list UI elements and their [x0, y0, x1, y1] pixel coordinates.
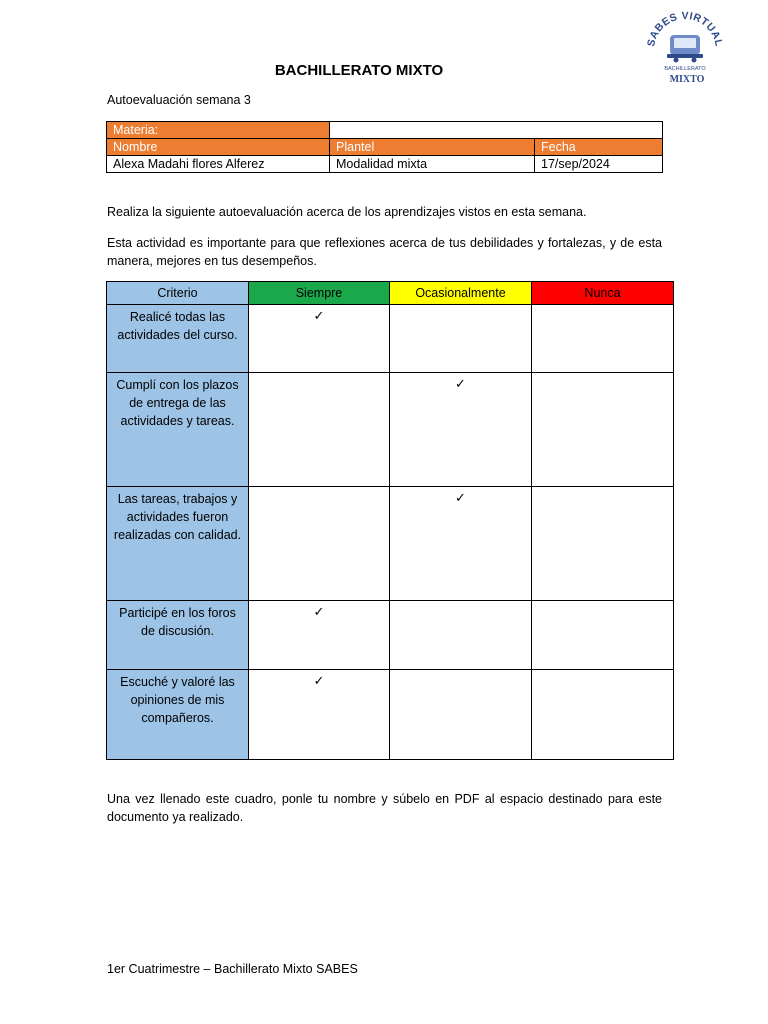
nunca-check-cell[interactable] — [532, 487, 674, 601]
ocasionalmente-check-cell[interactable] — [390, 305, 532, 373]
nunca-check-cell[interactable] — [532, 305, 674, 373]
plantel-header: Plantel — [330, 139, 535, 156]
nombre-header: Nombre — [107, 139, 330, 156]
siempre-check-cell[interactable]: ✓ — [249, 670, 390, 760]
siempre-check-cell[interactable]: ✓ — [249, 601, 390, 670]
fecha-header: Fecha — [535, 139, 663, 156]
info-value-row — [107, 156, 663, 173]
ocasionalmente-check-cell[interactable]: ✓ — [390, 373, 532, 487]
criterio-header: Criterio — [107, 282, 249, 305]
criterio-cell: Participé en los foros de discusión. — [107, 601, 249, 670]
siempre-check-cell[interactable] — [249, 487, 390, 601]
student-info-table — [106, 121, 663, 173]
criteria-header-row — [107, 282, 674, 305]
info-header-row — [107, 139, 663, 156]
table-row — [107, 305, 674, 373]
ocasionalmente-header: Ocasionalmente — [390, 282, 532, 305]
materia-label: Materia: — [107, 122, 330, 139]
plantel-value: Modalidad mixta — [330, 156, 535, 173]
table-row — [107, 670, 674, 760]
materia-value — [330, 122, 663, 139]
table-row — [107, 373, 674, 487]
nunca-check-cell[interactable] — [532, 373, 674, 487]
siempre-check-cell[interactable]: ✓ — [249, 305, 390, 373]
instructions-paragraph-1: Realiza la siguiente autoevaluación acerca de los aprendizajes vistos en esta semana. — [107, 205, 587, 219]
nunca-header: Nunca — [532, 282, 674, 305]
svg-text:SABES VIRTUAL: SABES VIRTUAL — [645, 9, 725, 48]
self-evaluation-table — [106, 281, 674, 760]
ocasionalmente-check-cell[interactable] — [390, 670, 532, 760]
closing-paragraph: Una vez llenado este cuadro, ponle tu nombre y súbelo en PDF al espacio destinado para este documento ya realizado. — [107, 792, 662, 824]
table-row — [107, 601, 674, 670]
nunca-check-cell[interactable] — [532, 601, 674, 670]
criterio-cell: Realicé todas las actividades del curso. — [107, 305, 249, 373]
siempre-header: Siempre — [249, 282, 390, 305]
criterio-cell: Las tareas, trabajos y actividades fueron realizadas con calidad. — [107, 487, 249, 601]
criterio-cell: Escuché y valoré las opiniones de mis compañeros. — [107, 670, 249, 760]
document-title: BACHILLERATO MIXTO — [274, 62, 444, 79]
svg-text:BACHILLERATO: BACHILLERATO — [664, 66, 706, 72]
document-subtitle: Autoevaluación semana 3 — [107, 93, 251, 107]
table-row — [107, 487, 674, 601]
criterio-cell: Cumplí con los plazos de entrega de las actividades y tareas. — [107, 373, 249, 487]
ocasionalmente-check-cell[interactable]: ✓ — [390, 487, 532, 601]
siempre-check-cell[interactable] — [249, 373, 390, 487]
nunca-check-cell[interactable] — [532, 670, 674, 760]
svg-text:MIXTO: MIXTO — [669, 74, 705, 85]
ocasionalmente-check-cell[interactable] — [390, 601, 532, 670]
fecha-value: 17/sep/2024 — [535, 156, 663, 173]
nombre-value: Alexa Madahi flores Alferez — [107, 156, 330, 173]
materia-row — [107, 122, 663, 139]
instructions-paragraph-2: Esta actividad es importante para que reflexiones acerca de tus debilidades y fortalezas, y de esta manera, mejores en tus desempeños. — [107, 236, 662, 268]
page-footer: 1er Cuatrimestre – Bachillerato Mixto SABES — [107, 962, 358, 976]
